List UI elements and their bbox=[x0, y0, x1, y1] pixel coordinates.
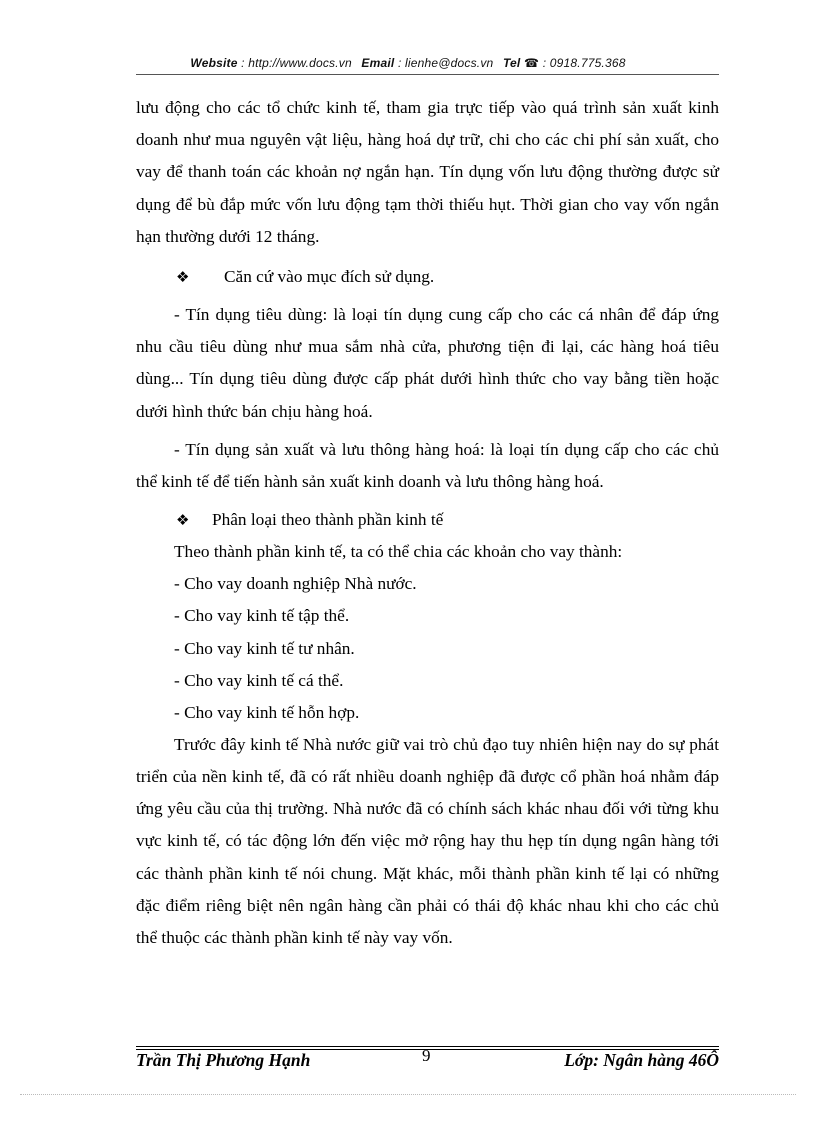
bullet-heading-sector bbox=[136, 504, 719, 536]
list-item: - Cho vay kinh tế hỗn hợp. bbox=[174, 702, 360, 722]
email-label: Email bbox=[361, 56, 395, 70]
tel-value: : 0918.775.368 bbox=[542, 56, 626, 70]
phone-icon: ☎ bbox=[524, 56, 540, 70]
paragraph-production-credit: - Tín dụng sản xuất và lưu thông hàng hoá: là loại tín dụng cấp cho các chủ thể kinh tế để tiến hành sản xuất kinh doanh và lưu thông hàng hoá. bbox=[136, 439, 719, 492]
list-item: - Cho vay kinh tế tư nhân. bbox=[174, 638, 355, 658]
tel-label: Tel bbox=[502, 56, 521, 70]
page-footer bbox=[136, 1046, 719, 1074]
diamond-bullet-icon: ❖ bbox=[176, 268, 190, 287]
paragraph-1: lưu động cho các tổ chức kinh tế, tham gia trực tiếp vào quá trình sản xuất kinh doanh như mua nguyên vật liệu, hàng hoá dự trữ, chi cho các chi phí sản xuất, cho vay để thanh toán các khoản nợ ngắn hạn. Tín dụng vốn lưu động thường được sử dụng để bù đắp mức vốn lưu động tạm thời thiếu hụt. Thời gian cho vay vốn ngắn hạn thường dưới 12 tháng. bbox=[136, 98, 719, 246]
footer-class: Lớp: Ngân hàng 46Ô bbox=[564, 1050, 719, 1070]
website-value[interactable]: : http://www.docs.vn bbox=[241, 56, 352, 70]
page-number: 9 bbox=[422, 1046, 431, 1065]
list-item: - Cho vay doanh nghiệp Nhà nước. bbox=[174, 574, 417, 594]
paragraph-consumer-credit: - Tín dụng tiêu dùng: là loại tín dụng cung cấp cho các cá nhân để đáp ứng nhu cầu tiêu dùng như mua sắm nhà cửa, phương tiện đi lại, các hàng hoá tiêu dùng... Tín dụng tiêu dùng được cấp phát dưới hình thức cho vay bằng tiền hoặc dưới hình thức bán chịu hàng hoá. bbox=[136, 305, 719, 421]
header-divider bbox=[136, 74, 719, 75]
list-item: - Cho vay kinh tế cá thể. bbox=[174, 670, 344, 690]
bullet-text: Phân loại theo thành phần kinh tế bbox=[212, 510, 444, 530]
list-intro: Theo thành phần kinh tế, ta có thể chia các khoản cho vay thành: bbox=[174, 542, 623, 562]
page-header bbox=[0, 56, 816, 70]
footer-author: Trần Thị Phương Hạnh bbox=[136, 1050, 311, 1070]
email-value[interactable]: : lienhe@docs.vn bbox=[397, 56, 494, 70]
bullet-text: Căn cứ vào mục đích sử dụng. bbox=[224, 267, 435, 287]
diamond-bullet-icon: ❖ bbox=[176, 511, 190, 530]
document-body bbox=[136, 92, 719, 954]
page-bottom-border bbox=[20, 1094, 796, 1095]
list-item: - Cho vay kinh tế tập thể. bbox=[174, 606, 350, 626]
bullet-heading-purpose bbox=[136, 261, 719, 293]
paragraph-conclusion: Trước đây kinh tế Nhà nước giữ vai trò chủ đạo tuy nhiên hiện nay do sự phát triển của nền kinh tế, đã có rất nhiều doanh nghiệp đã được cổ phần hoá nhằm đáp ứng yêu cầu của thị trường. Nhà nước đã có chính sách khác nhau đối với từng khu vực kinh tế, có tác động lớn đến việc mở rộng hay thu hẹp tín dụng ngân hàng tới các thành phần kinh tế nói chung. Mặt khác, mỗi thành phần kinh tế lại có những đặc điểm riêng biệt nên ngân hàng cần phải có thái độ khác nhau khi cho các chủ thể thuộc các thành phần kinh tế này vay vốn. bbox=[136, 734, 719, 948]
website-label: Website bbox=[190, 56, 238, 70]
